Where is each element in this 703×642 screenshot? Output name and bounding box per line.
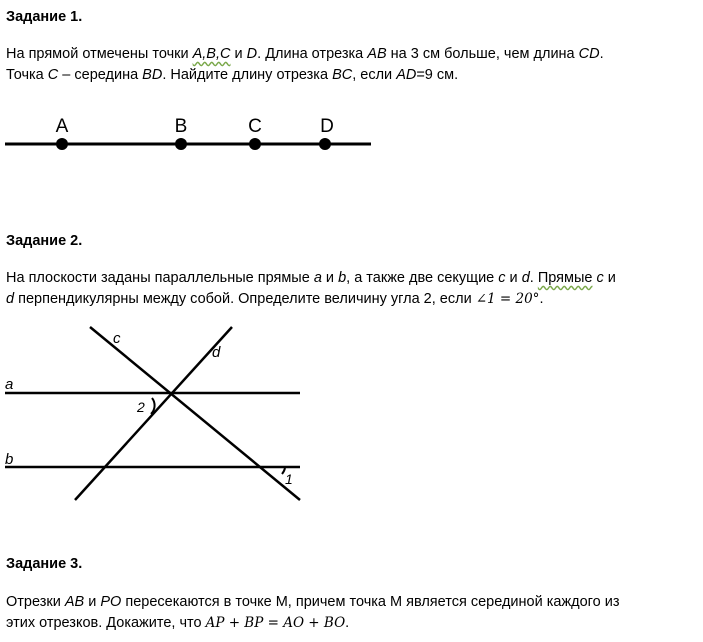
task1-segment-ad: AD xyxy=(396,67,417,83)
task1-text xyxy=(6,44,696,86)
angle-2-arc xyxy=(151,398,155,414)
point-a-label: A xyxy=(55,116,69,137)
point-d-label: D xyxy=(320,116,334,137)
task3-text-part: . xyxy=(345,615,350,631)
task1-text-part: на 3 см больше, чем длина xyxy=(386,46,579,62)
task1-text-part: . Найдите длину отрезка xyxy=(162,67,333,83)
task1-point-d: D xyxy=(246,46,258,62)
point-c-label: C xyxy=(248,116,262,137)
label-d: d xyxy=(212,344,221,361)
task2-line-a: a xyxy=(313,270,322,286)
task2-text xyxy=(6,268,696,310)
task3-text-part: Отрезки xyxy=(6,594,65,610)
task3-text-part: и xyxy=(84,594,101,610)
task1-text-part: =9 см. xyxy=(416,67,459,83)
task1-title: Задание 1. xyxy=(6,9,83,25)
task3-formula: AP + BP = AO + BO xyxy=(205,615,346,631)
task1-points-abc: A,B,C xyxy=(192,46,231,62)
label-a: a xyxy=(5,376,14,393)
label-b: b xyxy=(5,451,14,468)
task2-angle-formula: ∠1 = 20° xyxy=(475,291,540,307)
label-c: c xyxy=(113,330,121,347)
task2-line-c: c xyxy=(596,270,604,286)
task1-text-part: Точка xyxy=(6,67,48,83)
task1-segment-cd: CD xyxy=(578,46,600,62)
task2-text-part: . xyxy=(539,291,544,307)
point-a-dot xyxy=(56,138,68,150)
task2-line-b: b xyxy=(338,270,347,286)
task1-segment-bc: BC xyxy=(332,67,353,83)
point-b-label: B xyxy=(174,116,188,137)
point-b-dot xyxy=(175,138,187,150)
task2-line-d: d xyxy=(6,291,15,307)
line-c xyxy=(90,327,300,500)
task1-text-part: – середина xyxy=(58,67,143,83)
task1-text-part: На прямой отмечены точки xyxy=(6,46,193,62)
point-d-dot xyxy=(319,138,331,150)
task3-text-part: этих отрезков. Докажите, что xyxy=(6,615,206,631)
task2-text-part: . xyxy=(529,270,538,286)
task2-text-part: и xyxy=(603,270,616,286)
label-angle-1: 1 xyxy=(285,471,293,487)
task1-line-diagram xyxy=(0,110,380,160)
task1-segment-ab: AB xyxy=(367,46,387,62)
task1-text-part: и xyxy=(230,46,247,62)
task3-title: Задание 3. xyxy=(6,556,83,572)
task3-text xyxy=(6,592,696,634)
task2-word-lines: Прямые xyxy=(537,270,593,286)
task1-text-part: . Длина отрезка xyxy=(257,46,368,62)
task1-text-part: , если xyxy=(352,67,397,83)
task2-text-part: и xyxy=(321,270,339,286)
task2-line-d: d xyxy=(521,270,530,286)
line-d xyxy=(75,327,232,500)
task2-geometry-diagram xyxy=(0,322,310,507)
task3-segment-ab: AB xyxy=(64,594,85,610)
task1-text-part: . xyxy=(599,46,604,62)
task3-text-part: пересекаются в точке М, причем точка М является серединой каждого из xyxy=(121,594,620,610)
point-c-dot xyxy=(249,138,261,150)
task2-text-part: , а также две секущие xyxy=(346,270,499,286)
label-angle-2: 2 xyxy=(137,399,145,415)
task2-text-part: перпендикулярны между собой. Определите величину угла 2, если xyxy=(14,291,476,307)
task2-line-c: c xyxy=(498,270,506,286)
task2-text-part: и xyxy=(505,270,522,286)
task2-text-part: На плоскости заданы параллельные прямые xyxy=(6,270,314,286)
task1-point-c: C xyxy=(47,67,59,83)
task1-segment-bd: BD xyxy=(142,67,163,83)
task3-segment-po: PO xyxy=(100,594,122,610)
task2-title: Задание 2. xyxy=(6,233,83,249)
